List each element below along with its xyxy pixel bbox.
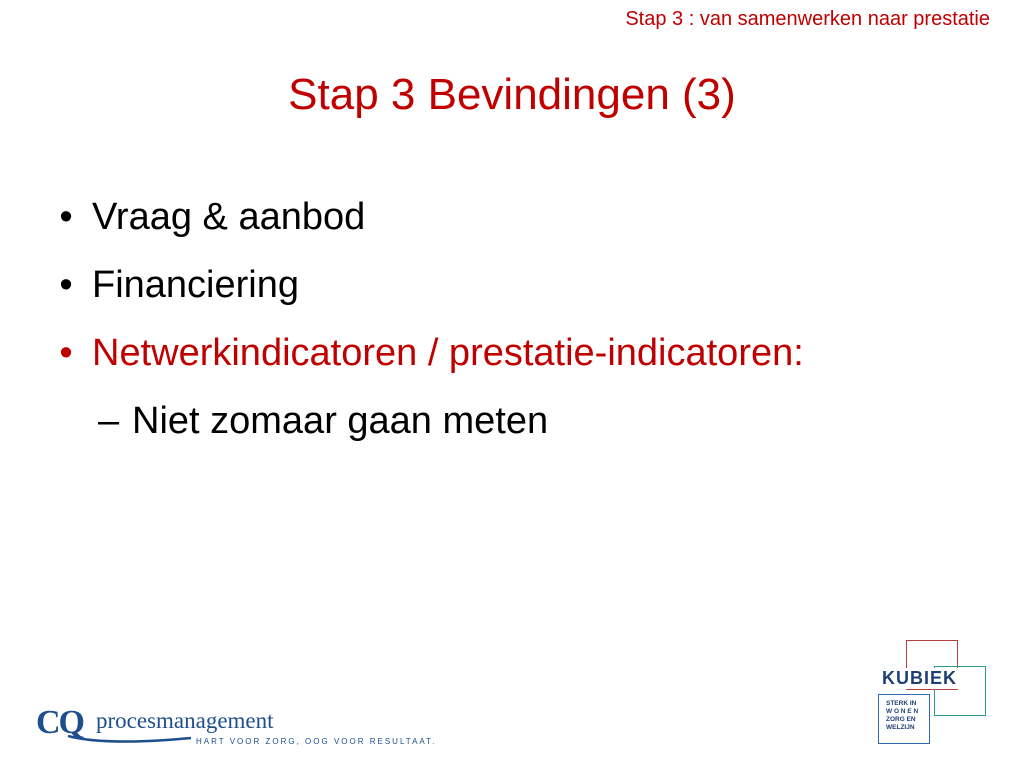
bullet-marker: •: [59, 196, 73, 238]
sub-bullet-text: Niet zomaar gaan meten: [132, 400, 549, 442]
kubiek-logo: [876, 636, 988, 746]
bullet-marker: •: [59, 332, 73, 374]
kubiek-logo-word: KUBIEK: [882, 668, 958, 688]
kubiek-subtitle-line: ZORG EN: [886, 716, 916, 723]
bullet-item-highlighted: [54, 326, 804, 394]
slide-title: Stap 3 Bevindingen (3): [288, 70, 736, 119]
bullet-text: Financiering: [92, 264, 299, 306]
cq-logo-name: procesmanagement: [96, 708, 274, 733]
kubiek-subtitle-line: WELZIJN: [886, 724, 915, 731]
kubiek-logo-subtitle: [886, 700, 918, 732]
cq-logo-tagline: HART VOOR ZORG, OOG VOOR RESULTAAT.: [196, 737, 437, 746]
bullet-list: [54, 190, 804, 448]
kubiek-subtitle-line: STERK IN: [886, 700, 917, 707]
kubiek-subtitle-line: W O N E N: [886, 708, 919, 715]
sub-bullet-marker: –: [98, 400, 120, 442]
bullet-marker: •: [59, 264, 73, 306]
cq-logo-swoosh-icon: [66, 732, 196, 744]
slide-header-note: Stap 3 : van samenwerken naar prestatie: [625, 8, 990, 30]
bullet-item: [54, 258, 804, 326]
bullet-text: Vraag & aanbod: [92, 196, 366, 238]
sub-bullet-item: [54, 394, 804, 448]
cq-procesmanagement-logo: [36, 704, 437, 750]
bullet-item: [54, 190, 804, 258]
cq-logo-mark: CQ: [36, 704, 83, 741]
bullet-text: Netwerkindicatoren / prestatie-indicatoren:: [92, 332, 804, 374]
